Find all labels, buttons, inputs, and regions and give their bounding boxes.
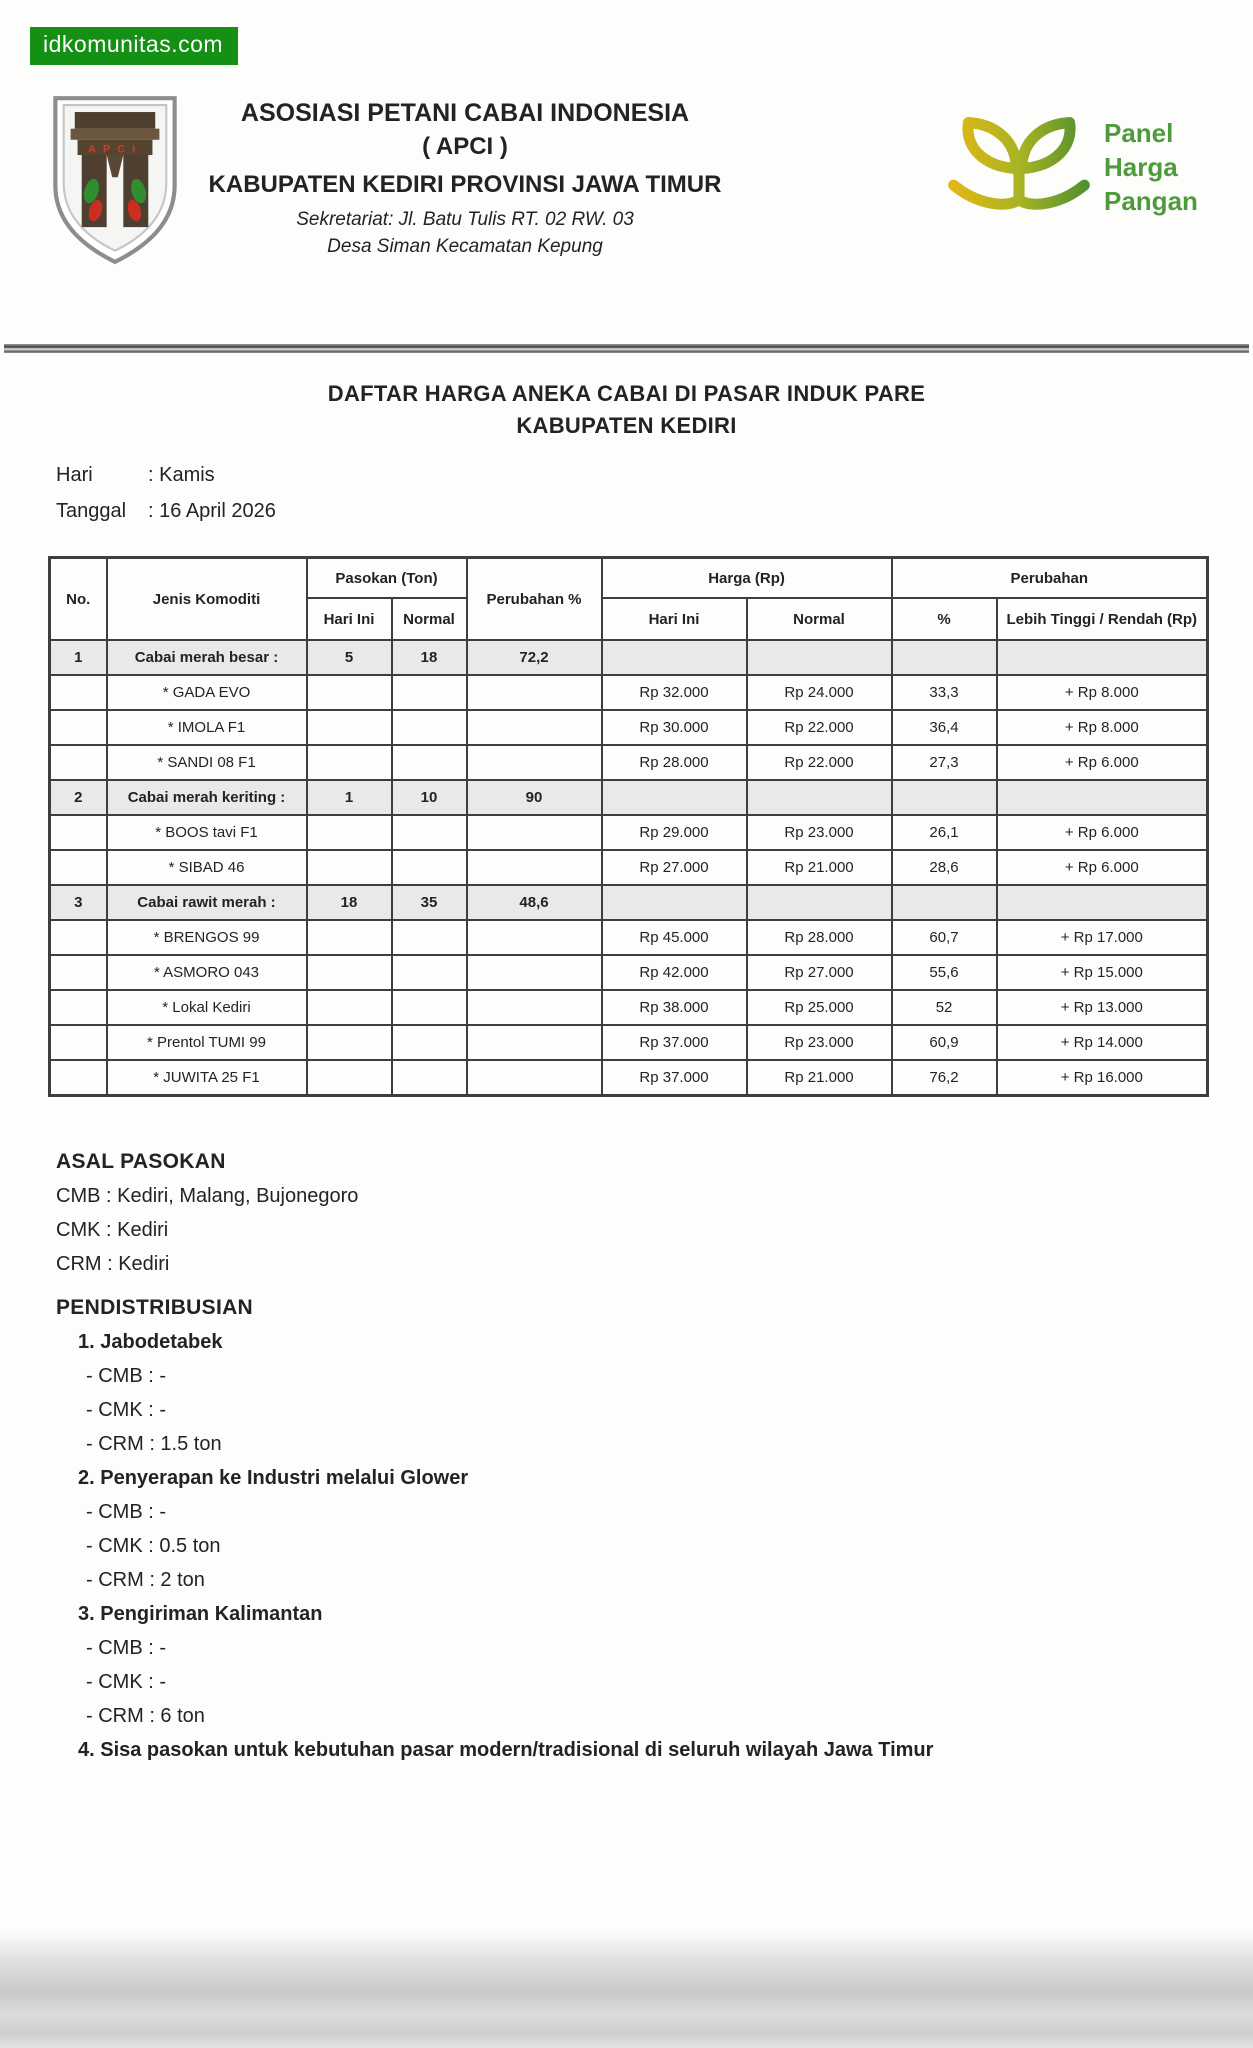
cell-pct: 52 <box>892 990 997 1025</box>
price-table-body <box>50 640 1208 1096</box>
cell-change-pct <box>467 745 602 780</box>
cell-diff: + Rp 13.000 <box>997 990 1208 1025</box>
distribution-line: - CMB : - <box>86 1365 166 1387</box>
item-row <box>50 920 1208 955</box>
cell-supply-today <box>307 710 392 745</box>
category-row <box>50 885 1208 920</box>
cell-supply-normal <box>392 850 467 885</box>
cell-supply-today: 1 <box>307 780 392 815</box>
cell-change-pct <box>467 1025 602 1060</box>
item-row <box>50 850 1208 885</box>
distribution-item-title: 1. Jabodetabek <box>78 1331 223 1353</box>
supply-origin-section <box>56 1150 358 1276</box>
col-header-no: No. <box>50 558 107 641</box>
cell-supply-normal: 35 <box>392 885 467 920</box>
cell-commodity: * IMOLA F1 <box>107 710 307 745</box>
supply-origin-line: CMB : Kediri, Malang, Bujonegoro <box>56 1185 359 1207</box>
cell-commodity: * JUWITA 25 F1 <box>107 1060 307 1096</box>
cell-price-today: Rp 30.000 <box>602 710 747 745</box>
category-row <box>50 640 1208 675</box>
cell-change-pct: 48,6 <box>467 885 602 920</box>
cell-diff <box>997 640 1208 675</box>
cell-diff: + Rp 16.000 <box>997 1060 1208 1096</box>
cell-price-normal: Rp 21.000 <box>747 850 892 885</box>
cell-supply-normal <box>392 1025 467 1060</box>
col-header-price: Harga (Rp) <box>602 558 892 599</box>
cell-commodity: * SIBAD 46 <box>107 850 307 885</box>
cell-supply-normal: 18 <box>392 640 467 675</box>
cell-no <box>50 850 107 885</box>
cell-no <box>50 710 107 745</box>
distribution-line: - CRM : 6 ton <box>86 1705 205 1727</box>
cell-supply-today <box>307 675 392 710</box>
supply-origin-line: CRM : Kediri <box>56 1253 170 1275</box>
item-row <box>50 745 1208 780</box>
cell-pct: 36,4 <box>892 710 997 745</box>
panel-logo-text <box>1104 116 1198 218</box>
cell-change-pct <box>467 1060 602 1096</box>
distribution-line: - CRM : 2 ton <box>86 1569 205 1591</box>
cell-no <box>50 1060 107 1096</box>
distribution-line: - CMB : - <box>86 1637 166 1659</box>
cell-no: 2 <box>50 780 107 815</box>
category-row <box>50 780 1208 815</box>
item-row <box>50 710 1208 745</box>
price-table <box>48 556 1209 1097</box>
cell-supply-normal <box>392 1060 467 1096</box>
cell-pct: 28,6 <box>892 850 997 885</box>
distribution-line: - CMK : - <box>86 1671 166 1693</box>
supply-origin-line: CMK : Kediri <box>56 1219 169 1241</box>
cell-price-normal: Rp 22.000 <box>747 745 892 780</box>
day-label: Hari <box>56 464 93 486</box>
watermark-badge <box>30 27 238 65</box>
panel-logo-line3: Pangan <box>1104 186 1198 216</box>
cell-no <box>50 990 107 1025</box>
item-row <box>50 675 1208 710</box>
cell-pct <box>892 640 997 675</box>
document-title-line2: KABUPATEN KEDIRI <box>516 413 737 438</box>
cell-price-normal <box>747 780 892 815</box>
cell-price-normal: Rp 25.000 <box>747 990 892 1025</box>
cell-diff: + Rp 6.000 <box>997 745 1208 780</box>
cell-pct: 33,3 <box>892 675 997 710</box>
cell-change-pct <box>467 920 602 955</box>
cell-no <box>50 815 107 850</box>
cell-supply-normal <box>392 745 467 780</box>
cell-price-today: Rp 42.000 <box>602 955 747 990</box>
col-header-change-pct: Perubahan % <box>467 558 602 641</box>
item-row <box>50 815 1208 850</box>
cell-price-today <box>602 780 747 815</box>
cell-commodity: * SANDI 08 F1 <box>107 745 307 780</box>
distribution-line: - CMB : - <box>86 1501 166 1523</box>
cell-change-pct: 72,2 <box>467 640 602 675</box>
date-label: Tanggal <box>56 500 127 522</box>
cell-diff: + Rp 6.000 <box>997 850 1208 885</box>
cell-price-today: Rp 37.000 <box>602 1060 747 1096</box>
cell-supply-today <box>307 1025 392 1060</box>
cell-no: 1 <box>50 640 107 675</box>
report-meta <box>56 464 276 536</box>
cell-price-normal: Rp 24.000 <box>747 675 892 710</box>
cell-no <box>50 920 107 955</box>
distribution-item-title: 3. Pengiriman Kalimantan <box>78 1603 323 1625</box>
svg-text:APCI: APCI <box>87 143 143 156</box>
cell-supply-normal <box>392 815 467 850</box>
cell-price-normal <box>747 640 892 675</box>
col-header-supply-normal: Normal <box>392 598 467 640</box>
cell-change-pct <box>467 955 602 990</box>
day-value: : Kamis <box>148 464 215 486</box>
photo-edge-band <box>0 1930 1253 2048</box>
col-header-supply: Pasokan (Ton) <box>307 558 467 599</box>
cell-price-normal: Rp 22.000 <box>747 710 892 745</box>
date-row <box>56 500 276 523</box>
header-divider <box>4 344 1249 353</box>
day-row <box>56 464 276 487</box>
distribution-section <box>56 1296 1196 1762</box>
org-name: ASOSIASI PETANI CABAI INDONESIA <box>240 99 690 127</box>
cell-diff: + Rp 17.000 <box>997 920 1208 955</box>
cell-price-today: Rp 28.000 <box>602 745 747 780</box>
cell-pct: 60,9 <box>892 1025 997 1060</box>
col-header-price-today: Hari Ini <box>602 598 747 640</box>
cell-pct: 60,7 <box>892 920 997 955</box>
panel-logo-line1: Panel <box>1104 118 1174 148</box>
cell-change-pct <box>467 850 602 885</box>
cell-no <box>50 675 107 710</box>
cell-supply-normal: 10 <box>392 780 467 815</box>
cell-supply-today: 5 <box>307 640 392 675</box>
cell-supply-today <box>307 815 392 850</box>
cell-diff: + Rp 15.000 <box>997 955 1208 990</box>
cell-commodity: * ASMORO 043 <box>107 955 307 990</box>
item-row <box>50 990 1208 1025</box>
cell-price-normal: Rp 28.000 <box>747 920 892 955</box>
cell-supply-today <box>307 955 392 990</box>
cell-change-pct <box>467 710 602 745</box>
col-header-supply-today: Hari Ini <box>307 598 392 640</box>
cell-price-today <box>602 640 747 675</box>
cell-diff: + Rp 8.000 <box>997 710 1208 745</box>
cell-price-today: Rp 32.000 <box>602 675 747 710</box>
cell-commodity: * GADA EVO <box>107 675 307 710</box>
cell-price-today <box>602 885 747 920</box>
cell-no: 3 <box>50 885 107 920</box>
apci-shield-logo <box>45 94 185 266</box>
cell-supply-today <box>307 920 392 955</box>
cell-diff: + Rp 8.000 <box>997 675 1208 710</box>
col-header-change: Perubahan <box>892 558 1208 599</box>
cell-commodity: * BOOS tavi F1 <box>107 815 307 850</box>
panel-logo-line2: Harga <box>1104 152 1178 182</box>
cell-commodity: Cabai rawit merah : <box>107 885 307 920</box>
cell-no <box>50 745 107 780</box>
cell-price-normal: Rp 23.000 <box>747 815 892 850</box>
cell-commodity: Cabai merah besar : <box>107 640 307 675</box>
cell-supply-today <box>307 1060 392 1096</box>
cell-pct: 26,1 <box>892 815 997 850</box>
cell-price-today: Rp 38.000 <box>602 990 747 1025</box>
cell-change-pct <box>467 990 602 1025</box>
cell-change-pct <box>467 815 602 850</box>
col-header-diff: Lebih Tinggi / Rendah (Rp) <box>997 598 1208 640</box>
cell-pct: 27,3 <box>892 745 997 780</box>
cell-diff: + Rp 6.000 <box>997 815 1208 850</box>
cell-supply-normal <box>392 710 467 745</box>
cell-supply-today: 18 <box>307 885 392 920</box>
cell-diff <box>997 885 1208 920</box>
cell-pct <box>892 885 997 920</box>
distribution-line: - CMK : - <box>86 1399 166 1421</box>
cell-no <box>50 955 107 990</box>
cell-pct: 76,2 <box>892 1060 997 1096</box>
letterhead <box>180 98 750 258</box>
leaf-book-icon <box>940 106 1098 244</box>
cell-supply-normal <box>392 920 467 955</box>
cell-supply-today <box>307 745 392 780</box>
cell-price-normal: Rp 23.000 <box>747 1025 892 1060</box>
cell-price-normal <box>747 885 892 920</box>
org-region: KABUPATEN KEDIRI PROVINSI JAWA TIMUR <box>208 171 722 198</box>
cell-pct <box>892 780 997 815</box>
cell-pct: 55,6 <box>892 955 997 990</box>
cell-diff: + Rp 14.000 <box>997 1025 1208 1060</box>
col-header-pct: % <box>892 598 997 640</box>
cell-supply-normal <box>392 955 467 990</box>
cell-commodity: * Lokal Kediri <box>107 990 307 1025</box>
distribution-item-title: 4. Sisa pasokan untuk kebutuhan pasar modern/tradisional di seluruh wilayah Jawa Timur <box>78 1739 934 1761</box>
distribution-item-title: 2. Penyerapan ke Industri melalui Glower <box>78 1467 469 1489</box>
panel-harga-pangan-logo <box>940 106 1198 244</box>
distribution-line: - CMK : 0.5 ton <box>86 1535 221 1557</box>
cell-price-today: Rp 29.000 <box>602 815 747 850</box>
cell-supply-normal <box>392 675 467 710</box>
org-secretariat: Sekretariat: Jl. Batu Tulis RT. 02 RW. 03 <box>296 209 634 230</box>
item-row <box>50 955 1208 990</box>
watermark-text: idkomunitas.com <box>43 31 224 57</box>
cell-price-normal: Rp 27.000 <box>747 955 892 990</box>
cell-price-today: Rp 27.000 <box>602 850 747 885</box>
org-village: Desa Siman Kecamatan Kepung <box>327 236 603 257</box>
cell-diff <box>997 780 1208 815</box>
cell-change-pct <box>467 675 602 710</box>
cell-price-today: Rp 45.000 <box>602 920 747 955</box>
item-row <box>50 1060 1208 1096</box>
cell-no <box>50 1025 107 1060</box>
cell-supply-today <box>307 990 392 1025</box>
distribution-heading: PENDISTRIBUSIAN <box>56 1296 254 1319</box>
cell-supply-normal <box>392 990 467 1025</box>
supply-origin-heading: ASAL PASOKAN <box>56 1150 226 1173</box>
distribution-line: - CRM : 1.5 ton <box>86 1433 222 1455</box>
cell-commodity: * Prentol TUMI 99 <box>107 1025 307 1060</box>
shield-icon <box>45 94 185 266</box>
org-abbr: ( APCI ) <box>422 133 508 160</box>
cell-commodity: Cabai merah keriting : <box>107 780 307 815</box>
distribution-list <box>56 1331 1196 1762</box>
cell-commodity: * BRENGOS 99 <box>107 920 307 955</box>
col-header-commodity: Jenis Komoditi <box>107 558 307 641</box>
document-title-line1: DAFTAR HARGA ANEKA CABAI DI PASAR INDUK PARE <box>327 381 926 406</box>
cell-change-pct: 90 <box>467 780 602 815</box>
col-header-price-normal: Normal <box>747 598 892 640</box>
cell-price-normal: Rp 21.000 <box>747 1060 892 1096</box>
cell-price-today: Rp 37.000 <box>602 1025 747 1060</box>
document-title <box>0 378 1253 442</box>
cell-supply-today <box>307 850 392 885</box>
item-row <box>50 1025 1208 1060</box>
date-value: : 16 April 2026 <box>148 500 276 522</box>
